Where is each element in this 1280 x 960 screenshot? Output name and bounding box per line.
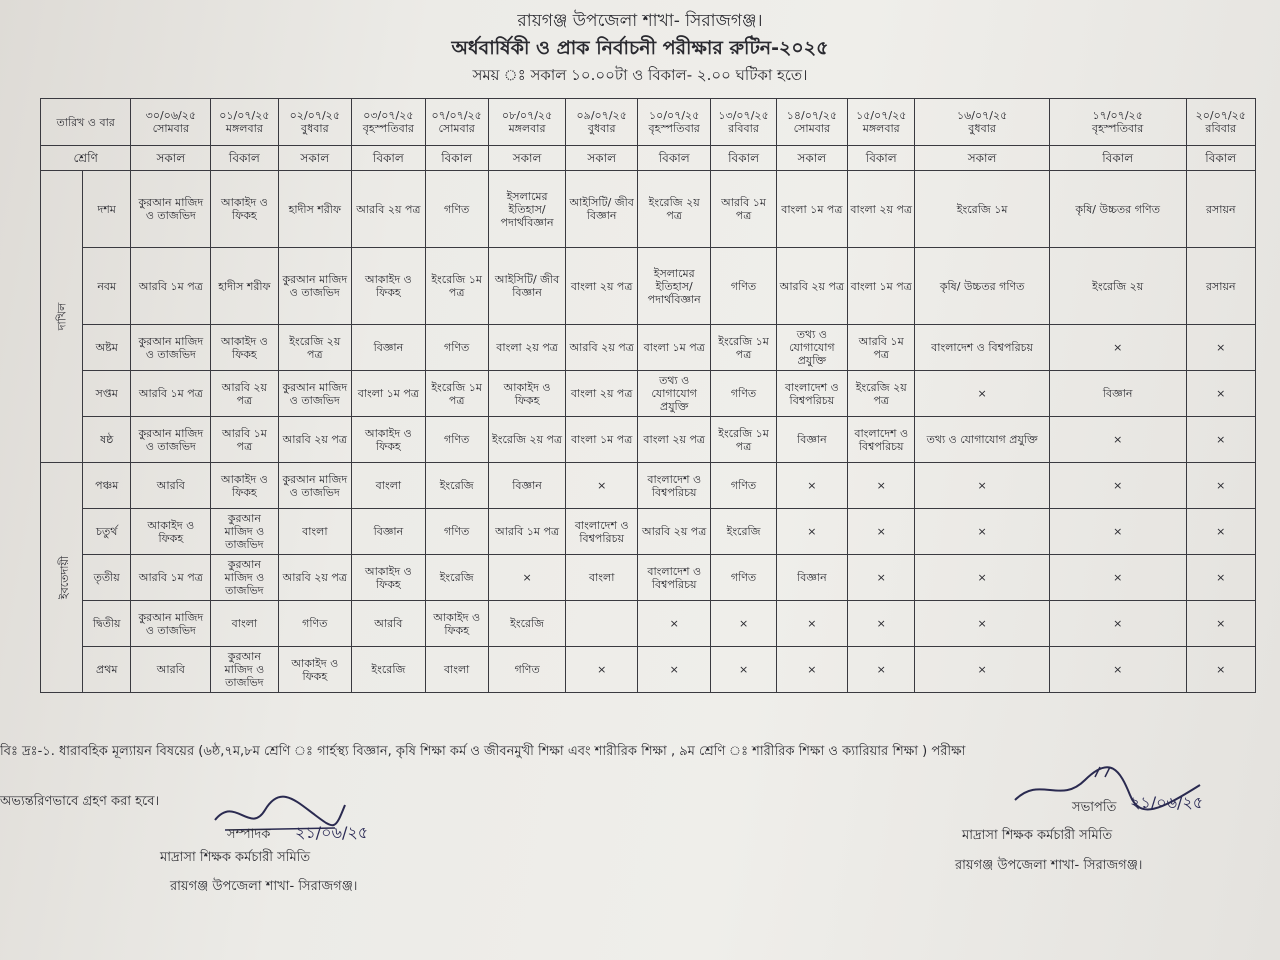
footnote-line-2: অভ্যন্তরিণভাবে গ্রহণ করা হবে।	[0, 794, 160, 809]
date-header-11	[848, 99, 915, 146]
subject-cell: ইংরেজি	[425, 463, 488, 509]
date-header-2	[211, 99, 278, 146]
subject-cell: বাংলা	[278, 509, 352, 555]
subject-cell: বিজ্ঞান	[1049, 371, 1186, 417]
subject-cell: আরবি ২য় পত্র	[352, 171, 426, 248]
subject-cell: ×	[776, 509, 847, 555]
subject-cell: ×	[848, 463, 915, 509]
subject-cell: গণিত	[425, 417, 488, 463]
subject-cell: কুরআন মাজিদ ও তাজভিদ	[211, 555, 278, 601]
date-header-8	[637, 99, 711, 146]
table-row	[41, 601, 1256, 647]
subject-cell: গণিত	[488, 647, 566, 693]
subject-cell: ×	[566, 647, 637, 693]
table-row	[41, 463, 1256, 509]
subject-cell: ×	[711, 601, 776, 647]
subject-cell: ×	[1186, 325, 1256, 371]
subject-cell: বাংলা ১ম পত্র	[566, 417, 637, 463]
class-label: অষ্টম	[83, 325, 131, 371]
date-header-7	[566, 99, 637, 146]
subject-cell: ×	[566, 463, 637, 509]
date-value: ০২/০৭/২৫	[289, 109, 340, 122]
subject-cell: ইংরেজি ২য় পত্র	[637, 171, 711, 248]
subject-cell: ইসলামের ইতিহাস/ পদার্থবিজ্ঞান	[637, 248, 711, 325]
subject-cell: আরবি	[131, 647, 211, 693]
subject-cell: গণিত	[711, 463, 776, 509]
weekday: মঙ্গলবার	[862, 122, 900, 135]
class-label: চতুর্থ	[83, 509, 131, 555]
subject-cell: হাদীস শরীফ	[278, 171, 352, 248]
subject-cell: তথ্য ও যোগাযোগ প্রযুক্তি	[637, 371, 711, 417]
weekday: বৃহস্পতিবার	[1092, 122, 1144, 135]
subject-cell: গণিত	[425, 171, 488, 248]
subject-cell: ইংরেজি ১ম পত্র	[711, 417, 776, 463]
table-row	[41, 555, 1256, 601]
subject-cell: ×	[915, 509, 1050, 555]
subject-cell: ×	[637, 647, 711, 693]
section-label: দাখিল	[55, 302, 69, 331]
subject-cell: ×	[915, 555, 1050, 601]
subject-cell: কৃষি/ উচ্চতর গণিত	[1049, 171, 1186, 248]
subject-cell: আইসিটি/ জীব বিজ্ঞান	[488, 248, 566, 325]
weekday: সোমবার	[793, 122, 831, 135]
shift-header-11: বিকাল	[848, 146, 915, 171]
subject-cell: ×	[915, 601, 1050, 647]
right-signature-date: ২১/০৬/২৫	[1130, 793, 1204, 812]
subject-cell: কুরআন মাজিদ ও তাজভিদ	[278, 463, 352, 509]
subject-cell: আরবি ১ম পত্র	[131, 555, 211, 601]
weekday: বৃহস্পতিবার	[648, 122, 700, 135]
shift-header-7: সকাল	[566, 146, 637, 171]
subject-cell: আরবি ১ম পত্র	[711, 171, 776, 248]
date-value: ৩০/০৬/২৫	[145, 109, 196, 122]
subject-cell: ×	[1049, 509, 1186, 555]
shift-header-5: বিকাল	[425, 146, 488, 171]
subject-cell: আরবি	[131, 463, 211, 509]
subject-cell: আকাইদ ও ফিকহ	[131, 509, 211, 555]
subject-cell: আরবি ১ম পত্র	[131, 371, 211, 417]
subject-cell: ×	[711, 647, 776, 693]
weekday: বুধবার	[968, 122, 996, 135]
right-signer-role: সভাপতি	[1072, 800, 1117, 815]
subject-cell: কুরআন মাজিদ ও তাজভিদ	[211, 509, 278, 555]
left-signer-org: মাদ্রাসা শিক্ষক কর্মচারী সমিতি	[160, 850, 311, 865]
weekday: সোমবার	[152, 122, 190, 135]
table-row	[41, 371, 1256, 417]
subject-cell: বাংলা ২য় পত্র	[848, 171, 915, 248]
table-row	[41, 509, 1256, 555]
date-value: ২০/০৭/২৫	[1195, 109, 1246, 122]
class-label: পঞ্চম	[83, 463, 131, 509]
section-dakhil	[41, 171, 83, 463]
shift-header-1: সকাল	[131, 146, 211, 171]
exam-routine-table	[40, 98, 1256, 693]
shift-header-6: সকাল	[488, 146, 566, 171]
shift-header-2: বিকাল	[211, 146, 278, 171]
left-signature-date: ২১/০৬/২৫	[295, 823, 369, 842]
weekday: বুধবার	[587, 122, 616, 135]
shift-header-9: বিকাল	[711, 146, 776, 171]
subject-cell: ইংরেজি ২য় পত্র	[278, 325, 352, 371]
subject-cell: ×	[1186, 647, 1256, 693]
subject-cell: বাংলা	[352, 463, 426, 509]
subject-cell: বাংলা ২য় পত্র	[488, 325, 566, 371]
subject-cell: বাংলা ১ম পত্র	[848, 248, 915, 325]
subject-cell: কুরআন মাজিদ ও তাজভিদ	[278, 248, 352, 325]
date-value: ১৩/০৭/২৫	[718, 109, 769, 122]
subject-cell: আরবি ২য় পত্র	[211, 371, 278, 417]
right-signer-org: মাদ্রাসা শিক্ষক কর্মচারী সমিতি	[962, 828, 1113, 843]
subject-cell: ×	[1049, 647, 1186, 693]
subject-cell: ইংরেজি ২য় পত্র	[848, 371, 915, 417]
subject-cell: আকাইদ ও ফিকহ	[352, 248, 426, 325]
subject-cell: আরবি ২য় পত্র	[278, 555, 352, 601]
subject-cell: বাংলা	[211, 601, 278, 647]
subject-cell: আকাইদ ও ফিকহ	[352, 555, 426, 601]
subject-cell: হাদীস শরীফ	[211, 248, 278, 325]
exam-time: সময় ঃ সকাল ১০.০০টা ও বিকাল- ২.০০ ঘটিকা হতে।	[472, 66, 808, 84]
subject-cell: বাংলা ২য় পত্র	[637, 417, 711, 463]
subject-cell: ইংরেজি ২য়	[1049, 248, 1186, 325]
subject-cell: বিজ্ঞান	[352, 509, 426, 555]
date-header-3	[278, 99, 352, 146]
class-label: দ্বিতীয়	[83, 601, 131, 647]
subject-cell: ×	[848, 601, 915, 647]
subject-cell: ×	[776, 647, 847, 693]
date-header-4	[352, 99, 426, 146]
date-value: ১০/০৭/২৫	[649, 109, 700, 122]
date-value: ০৩/০৭/২৫	[363, 109, 414, 122]
date-value: ১৫/০৭/২৫	[856, 109, 907, 122]
subject-cell: ইসলামের ইতিহাস/ পদার্থবিজ্ঞান	[488, 171, 566, 248]
class-label: তৃতীয়	[83, 555, 131, 601]
subject-cell	[566, 601, 637, 647]
shift-header-14: বিকাল	[1186, 146, 1256, 171]
date-header-6	[488, 99, 566, 146]
right-signer-branch: রায়গঞ্জ উপজেলা শাখা- সিরাজগঞ্জ।	[955, 858, 1143, 873]
section-ebtedayi	[41, 463, 83, 693]
subject-cell: গণিত	[278, 601, 352, 647]
subject-cell: বাংলাদেশ ও বিশ্বপরিচয়	[776, 371, 847, 417]
subject-cell: ×	[776, 601, 847, 647]
date-value: ০১/০৭/২৫	[219, 109, 270, 122]
subject-cell: বাংলা ১ম পত্র	[352, 371, 426, 417]
left-signer-role: সম্পাদক	[227, 827, 271, 842]
subject-cell: বিজ্ঞান	[776, 417, 847, 463]
subject-cell: ×	[637, 601, 711, 647]
subject-cell: আকাইদ ও ফিকহ	[278, 647, 352, 693]
subject-cell: বাংলা ২য় পত্র	[566, 248, 637, 325]
subject-cell: আরবি ১ম পত্র	[488, 509, 566, 555]
class-label: সপ্তম	[83, 371, 131, 417]
subject-cell: ×	[1049, 555, 1186, 601]
shift-header-row	[41, 146, 1256, 171]
shift-header-10: সকাল	[776, 146, 847, 171]
date-value: ১৬/০৭/২৫	[956, 109, 1008, 122]
subject-cell: আকাইদ ও ফিকহ	[211, 325, 278, 371]
weekday: সোমবার	[438, 122, 475, 135]
subject-cell: আইসিটি/ জীব বিজ্ঞান	[566, 171, 637, 248]
page-title: অর্ধবার্ষিকী ও প্রাক নির্বাচনী পরীক্ষার রুটিন-২০২৫	[451, 37, 829, 59]
date-value: ০৯/০৭/২৫	[576, 109, 627, 122]
subject-cell: বাংলা	[566, 555, 637, 601]
subject-cell: বিজ্ঞান	[488, 463, 566, 509]
subject-cell: কৃষি/ উচ্চতর গণিত	[915, 248, 1050, 325]
subject-cell: ×	[1186, 555, 1256, 601]
subject-cell: কুরআন মাজিদ ও তাজভিদ	[131, 417, 211, 463]
subject-cell: ইংরেজি ১ম পত্র	[425, 248, 488, 325]
subject-cell: বাংলা ১ম পত্র	[776, 171, 847, 248]
subject-cell: ×	[915, 463, 1050, 509]
subject-cell: আরবি ১ম পত্র	[211, 417, 278, 463]
section-label: ইবতেদায়ী	[58, 555, 72, 600]
table-row	[41, 248, 1256, 325]
subject-cell: বাংলাদেশ ও বিশ্বপরিচয়	[915, 325, 1050, 371]
date-value: ০৮/০৭/২৫	[501, 109, 553, 122]
class-label: দশম	[83, 171, 131, 248]
subject-cell: ×	[1049, 463, 1186, 509]
corner-date-label: তারিখ ও বার	[41, 99, 131, 146]
subject-cell: ×	[1186, 417, 1256, 463]
subject-cell: বাংলা	[425, 647, 488, 693]
subject-cell: আরবি ১ম পত্র	[848, 325, 915, 371]
branch-heading: রায়গঞ্জ উপজেলা শাখা- সিরাজগঞ্জ।	[517, 11, 763, 31]
date-header-14	[1186, 99, 1256, 146]
subject-cell: আরবি ২য় পত্র	[566, 325, 637, 371]
subject-cell: ইংরেজি	[352, 647, 426, 693]
subject-cell: বিজ্ঞান	[776, 555, 847, 601]
class-label: ষষ্ঠ	[83, 417, 131, 463]
date-header-row	[41, 99, 1256, 146]
table-row	[41, 417, 1256, 463]
subject-cell: আকাইদ ও ফিকহ	[352, 417, 426, 463]
subject-cell: ইংরেজি	[711, 509, 776, 555]
subject-cell: ×	[1186, 371, 1256, 417]
subject-cell: তথ্য ও যোগাযোগ প্রযুক্তি	[776, 325, 847, 371]
subject-cell: বাংলাদেশ ও বিশ্বপরিচয়	[637, 555, 711, 601]
subject-cell: ×	[1049, 601, 1186, 647]
subject-cell: ইংরেজি	[488, 601, 566, 647]
subject-cell: বাংলা ২য় পত্র	[566, 371, 637, 417]
subject-cell: আকাইদ ও ফিকহ	[211, 463, 278, 509]
subject-cell: ইংরেজি ১ম	[915, 171, 1050, 248]
corner-class-label: শ্রেণি	[41, 146, 131, 171]
class-label: নবম	[83, 248, 131, 325]
subject-cell: আকাইদ ও ফিকহ	[211, 171, 278, 248]
subject-cell: ×	[915, 647, 1050, 693]
subject-cell: ×	[1049, 417, 1186, 463]
subject-cell: আরবি ২য় পত্র	[637, 509, 711, 555]
date-header-13	[1049, 99, 1186, 146]
subject-cell: আরবি ২য় পত্র	[278, 417, 352, 463]
subject-cell: ইংরেজি	[425, 555, 488, 601]
subject-cell: কুরআন মাজিদ ও তাজভিদ	[131, 171, 211, 248]
date-value: ১৭/০৭/২৫	[1092, 109, 1143, 122]
subject-cell: রসায়ন	[1186, 248, 1256, 325]
subject-cell: ×	[1186, 601, 1256, 647]
subject-cell: আরবি ১ম পত্র	[131, 248, 211, 325]
subject-cell: বিজ্ঞান	[352, 325, 426, 371]
weekday: রবিবার	[728, 122, 759, 135]
footnote-line-1: বিঃ দ্রঃ-১. ধারাবহিক মূল্যায়ন বিষয়ের (৬ষ্ঠ,৭ম,৮ম শ্রেণি ঃ গার্হস্থ্য বিজ্ঞান, কৃষি শিক্ষা কর্ম ও জীবনমুখী শিক্ষা এবং শারীরিক শিক্ষা , ৯ম শ্রেণি ঃ শারীরিক শিক্ষা ও ক্যারিয়ার শিক্ষা ) পরীক্ষা	[0, 744, 966, 759]
subject-cell: কুরআন মাজিদ ও তাজভিদ	[211, 647, 278, 693]
subject-cell: আরবি ২য় পত্র	[776, 248, 847, 325]
subject-cell: আকাইদ ও ফিকহ	[488, 371, 566, 417]
subject-cell: ইংরেজি ১ম পত্র	[711, 325, 776, 371]
shift-header-13: বিকাল	[1049, 146, 1186, 171]
shift-header-12: সকাল	[915, 146, 1050, 171]
subject-cell: গণিত	[711, 248, 776, 325]
date-header-10	[776, 99, 847, 146]
shift-header-8: বিকাল	[637, 146, 711, 171]
shift-header-3: সকাল	[278, 146, 352, 171]
subject-cell: গণিত	[711, 555, 776, 601]
date-value: ০৭/০৭/২৫	[431, 109, 482, 122]
subject-cell: বাংলাদেশ ও বিশ্বপরিচয়	[637, 463, 711, 509]
subject-cell: ইংরেজি ২য় পত্র	[488, 417, 566, 463]
subject-cell: গণিত	[711, 371, 776, 417]
left-signer-branch: রায়গঞ্জ উপজেলা শাখা- সিরাজগঞ্জ।	[170, 879, 358, 894]
subject-cell: তথ্য ও যোগাযোগ প্রযুক্তি	[915, 417, 1050, 463]
table-row	[41, 325, 1256, 371]
subject-cell: কুরআন মাজিদ ও তাজভিদ	[131, 601, 211, 647]
subject-cell: ×	[848, 509, 915, 555]
subject-cell: ইংরেজি ১ম পত্র	[425, 371, 488, 417]
weekday: মঙ্গলবার	[225, 122, 263, 135]
subject-cell: বাংলাদেশ ও বিশ্বপরিচয়	[566, 509, 637, 555]
weekday: বৃহস্পতিবার	[362, 122, 414, 135]
table-row	[41, 171, 1256, 248]
subject-cell: ×	[848, 647, 915, 693]
subject-cell: ×	[848, 555, 915, 601]
subject-cell: গণিত	[425, 325, 488, 371]
date-header-1	[131, 99, 211, 146]
date-header-12	[915, 99, 1050, 146]
subject-cell: বাংলাদেশ ও বিশ্বপরিচয়	[848, 417, 915, 463]
subject-cell: কুরআন মাজিদ ও তাজভিদ	[278, 371, 352, 417]
weekday: রবিবার	[1205, 122, 1237, 135]
subject-cell: গণিত	[425, 509, 488, 555]
subject-cell: বাংলা ১ম পত্র	[637, 325, 711, 371]
subject-cell: ×	[915, 371, 1050, 417]
date-value: ১৪/০৭/২৫	[786, 109, 838, 122]
subject-cell: ×	[1049, 325, 1186, 371]
table-row	[41, 647, 1256, 693]
shift-header-4: বিকাল	[352, 146, 426, 171]
subject-cell: ×	[1186, 463, 1256, 509]
subject-cell: ×	[776, 463, 847, 509]
weekday: বুধবার	[300, 122, 329, 135]
date-header-5	[425, 99, 488, 146]
subject-cell: আকাইদ ও ফিকহ	[425, 601, 488, 647]
subject-cell: ×	[1186, 509, 1256, 555]
subject-cell: আরবি	[352, 601, 426, 647]
subject-cell: রসায়ন	[1186, 171, 1256, 248]
subject-cell: কুরআন মাজিদ ও তাজভিদ	[131, 325, 211, 371]
subject-cell: ×	[488, 555, 566, 601]
date-header-9	[711, 99, 776, 146]
class-label: প্রথম	[83, 647, 131, 693]
weekday: মঙ্গলবার	[508, 122, 546, 135]
